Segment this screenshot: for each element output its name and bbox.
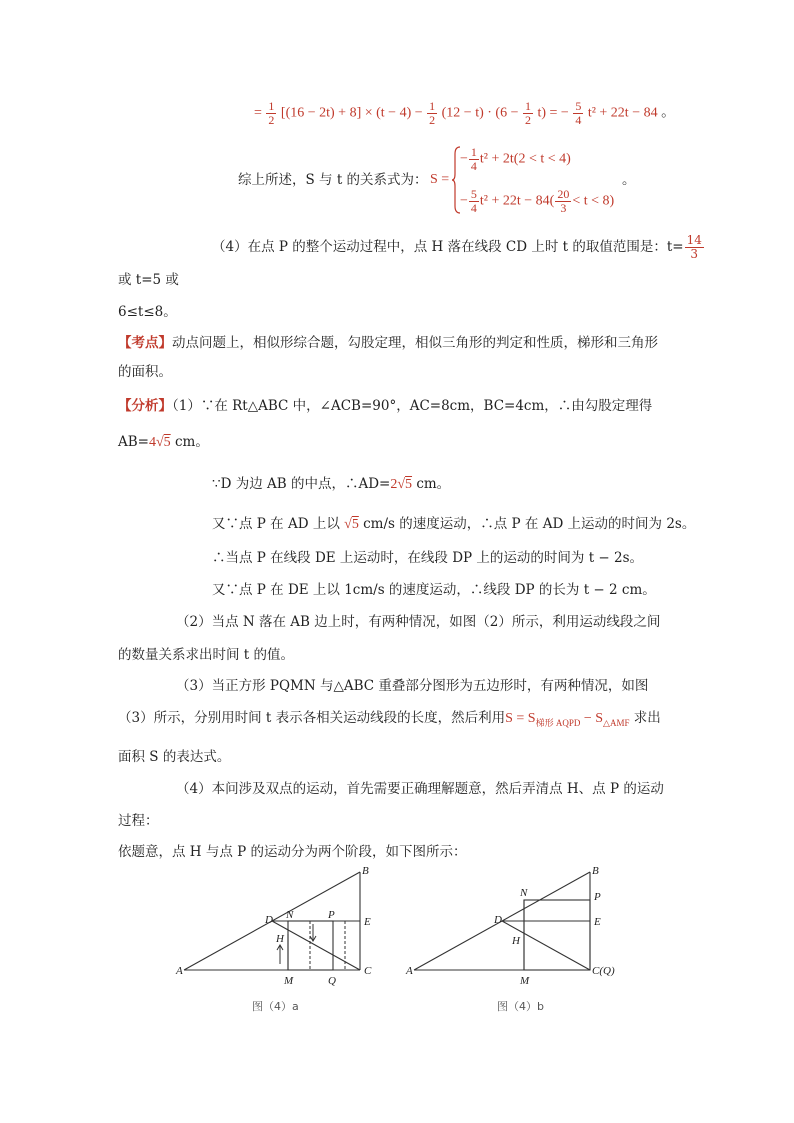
- frac-den: 4: [470, 201, 477, 215]
- p2-line2: 的数量关系求出时间 t 的值。: [118, 647, 295, 663]
- case-2-text: t² + 22t − 84(: [479, 193, 555, 209]
- case-1-text: t² + 2t(2 < t < 4): [479, 151, 571, 167]
- frac-num: 20: [557, 187, 570, 201]
- p3-lead: （3）所示，分别用时间 t 表示各相关运动线段的长度，然后利用: [118, 710, 506, 726]
- label-p: P: [328, 909, 335, 921]
- fenxi-line1: [118, 396, 652, 416]
- frac-den: 2: [429, 113, 436, 127]
- part4-text: （4）在点 P 的整个运动过程中，点 H 落在线段 CD 上时 t 的取值范围是：t=: [212, 239, 684, 255]
- fraction-quarter: [469, 146, 479, 173]
- radicand: 5: [351, 517, 359, 532]
- p4-line3: 依题意，点 H 与点 P 的运动分为两个阶段，如下图所示：: [118, 844, 467, 860]
- figure-4b: [400, 860, 630, 987]
- frac-num: 14: [686, 233, 702, 247]
- figure-4a: [170, 860, 390, 987]
- label-q: Q: [328, 975, 336, 987]
- label-h: H: [276, 933, 284, 945]
- period: 。: [661, 105, 676, 121]
- sub-triangle: △AMF: [603, 717, 630, 728]
- p3-tail: 求出: [629, 710, 661, 726]
- part4-line3: 6≤t≤8。: [118, 304, 177, 320]
- coef: 2: [390, 477, 398, 492]
- label-n: N: [286, 909, 294, 921]
- frac-num: 1: [470, 145, 477, 159]
- p-tail: cm/s 的速度运动，∴点 P 在 AD 上运动的时间为 2s。: [358, 516, 696, 532]
- piecewise-brace: [452, 146, 460, 212]
- p4-line1: （4）本问涉及双点的运动，首先需要正确理解题意，然后弄清点 H、点 P 的运动: [176, 781, 664, 797]
- fraction-half: [427, 100, 437, 127]
- label-n: N: [520, 887, 528, 899]
- label-m: M: [520, 975, 530, 987]
- ab-length: [118, 432, 209, 453]
- fraction-five-fourths: [573, 100, 583, 127]
- label-e: E: [594, 916, 601, 928]
- fraction-half: [266, 100, 276, 127]
- radicand: 5: [163, 435, 171, 450]
- area-formula: [505, 711, 629, 726]
- label-h: H: [512, 935, 520, 947]
- ab-value: 4√5: [148, 435, 171, 450]
- formula-part: (12 − t) · (6 −: [441, 105, 519, 121]
- figure-4a-caption: 图（4）a: [252, 1000, 299, 1013]
- formula-part: t) = −: [537, 105, 569, 121]
- sub-trapezoid: 梯形 AQPD: [535, 717, 581, 728]
- formula-s: S = S: [505, 711, 536, 726]
- frac-den: 4: [470, 159, 477, 173]
- part4-line1: [212, 234, 705, 261]
- formula-area-line: [254, 100, 675, 127]
- label-e: E: [364, 916, 371, 928]
- line-de: ∴当点 P 在线段 DE 上运动时，在线段 DP 上的运动的时间为 t − 2s。: [212, 550, 644, 566]
- p4-line2: 过程：: [118, 813, 159, 829]
- unit: cm。: [412, 476, 451, 492]
- fenxi-text: （1）∵在 Rt△ABC 中，∠ACB=90°，AC=8cm，BC=4cm，∴由勾股定理得: [172, 398, 653, 414]
- p-lead: 又∵点 P 在 AD 上以: [212, 516, 340, 532]
- fraction-fourteen-thirds: [685, 234, 704, 261]
- coef: 4: [148, 435, 156, 450]
- frac-num: 1: [429, 99, 436, 113]
- p3-line2: [118, 708, 661, 733]
- label-b: B: [592, 865, 599, 877]
- equals-sign: =: [254, 105, 262, 121]
- d-lead: ∵D 为边 AB 的中点，∴AD=: [212, 476, 391, 492]
- d-midpoint: [212, 474, 450, 495]
- p2-line1: （2）当点 N 落在 AB 边上时，有两种情况，如图（2）所示，利用运动线段之间: [176, 614, 661, 630]
- label-a: A: [406, 965, 413, 977]
- kaodian-line2: 的面积。: [118, 364, 172, 380]
- figure-4b-caption: 图（4）b: [497, 1000, 544, 1013]
- frac-num: 5: [470, 187, 477, 201]
- label-c: C: [364, 965, 372, 977]
- fenxi-tag: 【分析】: [118, 398, 172, 414]
- kaodian-text: 动点问题上，相似形综合题，勾股定理，相似三角形的判定和性质，梯形和三角形: [172, 335, 658, 351]
- frac-den: 2: [524, 113, 531, 127]
- label-d: D: [494, 914, 502, 926]
- kaodian-tag: 【考点】: [118, 335, 172, 351]
- unit: cm。: [170, 434, 209, 450]
- case-2: − $\frac{5}{4}$ t² + 22t − 84( $\frac{20}{3}$ < t < 8): [460, 187, 615, 215]
- fraction-half: [523, 100, 533, 127]
- label-p: P: [594, 891, 601, 903]
- radicand: 5: [405, 477, 413, 492]
- p3-line3: 面积 S 的表达式。: [118, 749, 231, 765]
- frac-num: 1: [268, 99, 275, 113]
- case-2-tail: < t < 8): [572, 193, 615, 209]
- fraction-twenty-thirds: [555, 188, 571, 215]
- frac-den: 3: [690, 247, 699, 261]
- ad-value: 2√5: [390, 477, 413, 492]
- summary-lead: 综上所述，S 与 t 的关系式为：: [238, 172, 428, 188]
- formula-part: [(16 − 2t) + 8] × (t − 4) −: [280, 105, 423, 121]
- fraction-five-fourths: [469, 188, 479, 215]
- frac-den: 2: [268, 113, 275, 127]
- part4-line2: 或 t=5 或: [118, 272, 179, 288]
- frac-den: 3: [560, 201, 567, 215]
- formula-minus: − S: [580, 711, 604, 726]
- label-c: C(Q): [592, 965, 615, 977]
- case-1: − $\frac{1}{4}$ t² + 2t(2 < t < 4): [460, 145, 571, 173]
- p3-line1: （3）当正方形 PQMN 与△ABC 重叠部分图形为五边形时，有两种情况，如图: [176, 678, 649, 694]
- label-b: B: [362, 865, 369, 877]
- ab-lead: AB=: [118, 434, 149, 450]
- line-dp: 又∵点 P 在 DE 上以 1cm/s 的速度运动，∴线段 DP 的长为 t − 2 cm。: [212, 582, 656, 598]
- p-speed: [212, 514, 695, 535]
- speed-value: √5: [344, 517, 359, 532]
- frac-den: 4: [575, 113, 582, 127]
- label-m: M: [284, 975, 294, 987]
- summary-end: 。: [622, 172, 636, 188]
- frac-num: 1: [524, 99, 531, 113]
- kaodian-line1: [118, 333, 658, 353]
- s-equals: S =: [430, 172, 450, 187]
- label-a: A: [176, 965, 183, 977]
- label-d: D: [265, 914, 273, 926]
- frac-num: 5: [575, 99, 582, 113]
- formula-part: t² + 22t − 84: [587, 105, 658, 121]
